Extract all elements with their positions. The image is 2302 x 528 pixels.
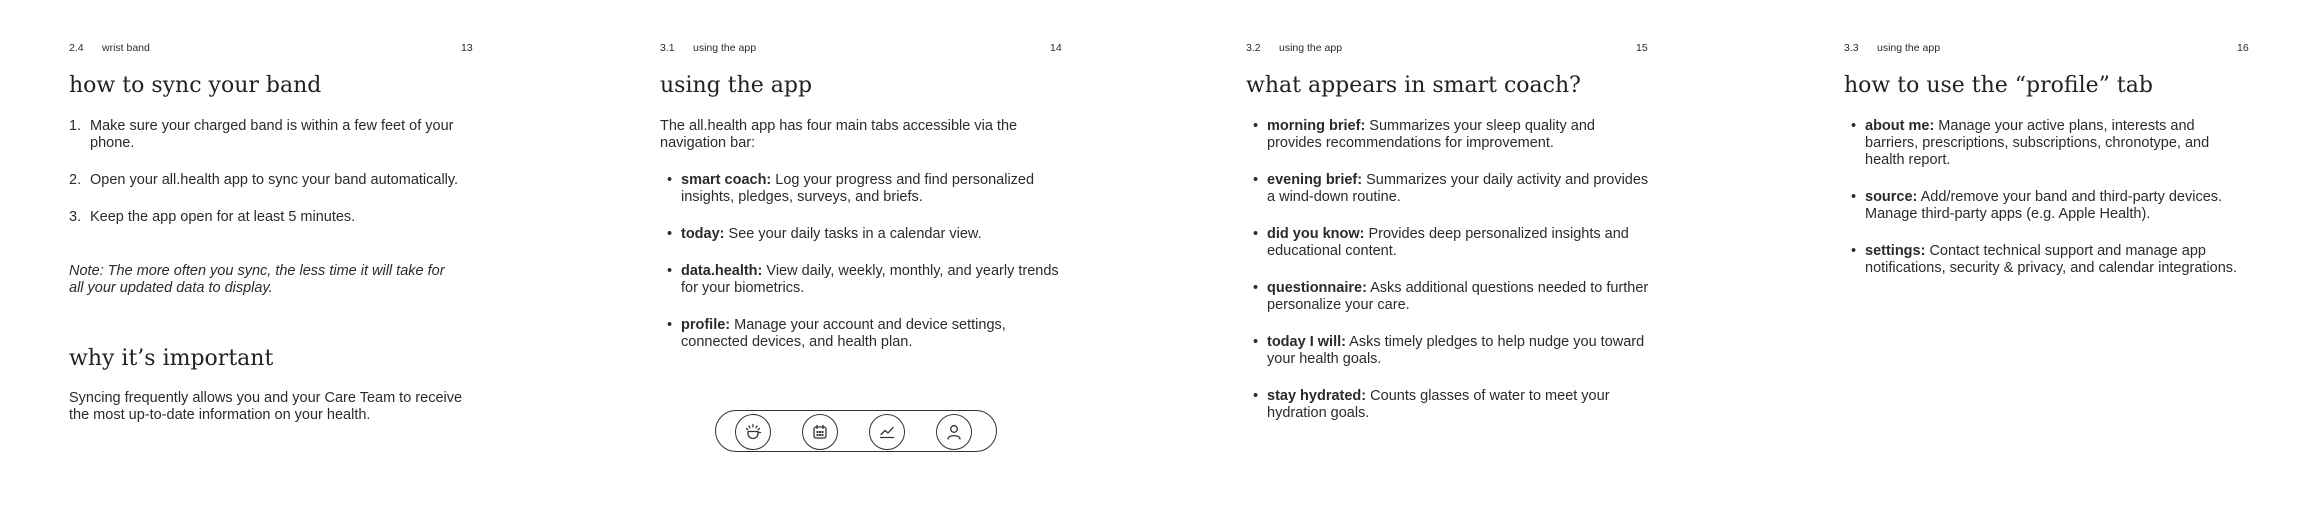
list-item: • smart coach: Log your progress and find personalized insights, pledges, surveys, and briefs. (667, 172, 1035, 205)
section-subtitle: why it’s important (69, 346, 274, 371)
page-15 (1246, 0, 1656, 528)
page-number: 15 (1636, 42, 1648, 54)
body-paragraph: Syncing frequently allows you and your Care Team to receive the most up-to-date information on your health. (69, 390, 463, 423)
list-item: • today I will: Asks timely pledges to help nudge you toward your health goals. (1253, 334, 1645, 367)
page-number: 14 (1050, 42, 1062, 54)
list-item: • data.health: View daily, weekly, monthly, and yearly trends for your biometrics. (667, 263, 1059, 296)
page-number: 13 (461, 42, 473, 54)
page-16 (1844, 0, 2252, 528)
page-title: how to sync your band (69, 73, 322, 98)
smart-coach-items-list (1246, 118, 1651, 442)
page-title: using the app (660, 73, 813, 98)
running-header: 3.2 using the app (1246, 42, 1343, 54)
list-item: 3. Keep the app open for at least 5 minutes. (69, 209, 356, 225)
list-item: • stay hydrated: Counts glasses of water to meet your hydration goals. (1253, 388, 1610, 421)
trend-chart-icon (869, 414, 905, 450)
list-item: • source: Add/remove your band and third-party devices. Manage third-party apps (e.g. Apple Health). (1851, 189, 2223, 222)
list-item: • did you know: Provides deep personalized insights and educational content. (1253, 226, 1629, 259)
navigation-bar-illustration (715, 410, 997, 452)
sync-note: Note: The more often you sync, the less time it will take for all your updated data to display. (69, 263, 445, 296)
list-item: • questionnaire: Asks additional questions needed to further personalize your care. (1253, 280, 1649, 313)
intro-paragraph: The all.health app has four main tabs accessible via the navigation bar: (660, 118, 1018, 151)
page-title: what appears in smart coach? (1246, 73, 1581, 98)
calendar-icon (802, 414, 838, 450)
running-header: 3.1 using the app (660, 42, 757, 54)
page-14 (660, 0, 1060, 528)
list-item: • settings: Contact technical support and manage app notifications, security & privacy, and calendar integrations. (1851, 243, 2238, 276)
profile-icon (936, 414, 972, 450)
page-title: how to use the “profile” tab (1844, 73, 2153, 98)
list-item: 2. Open your all.health app to sync your band automatically. (69, 172, 459, 188)
list-item: 1. Make sure your charged band is within a few feet of your phone. (69, 118, 454, 151)
list-item: • morning brief: Summarizes your sleep quality and provides recommendations for improvement. (1253, 118, 1595, 151)
list-item: • today: See your daily tasks in a calendar view. (667, 226, 982, 242)
running-header: 3.3 using the app (1844, 42, 1941, 54)
tabs-list (660, 172, 1065, 371)
profile-tab-items-list (1844, 118, 2239, 297)
running-header: 2.4 wrist band (69, 42, 150, 54)
sync-steps-list (69, 118, 469, 246)
list-item: • evening brief: Summarizes your daily activity and provides a wind-down routine. (1253, 172, 1649, 205)
page-13 (69, 0, 473, 528)
list-item: • profile: Manage your account and device settings, connected devices, and health plan. (667, 317, 1006, 350)
page-number: 16 (2237, 42, 2249, 54)
list-item: • about me: Manage your active plans, interests and barriers, prescriptions, subscriptions, chronotype, and health report. (1851, 118, 2210, 168)
smart-coach-icon (735, 414, 771, 450)
